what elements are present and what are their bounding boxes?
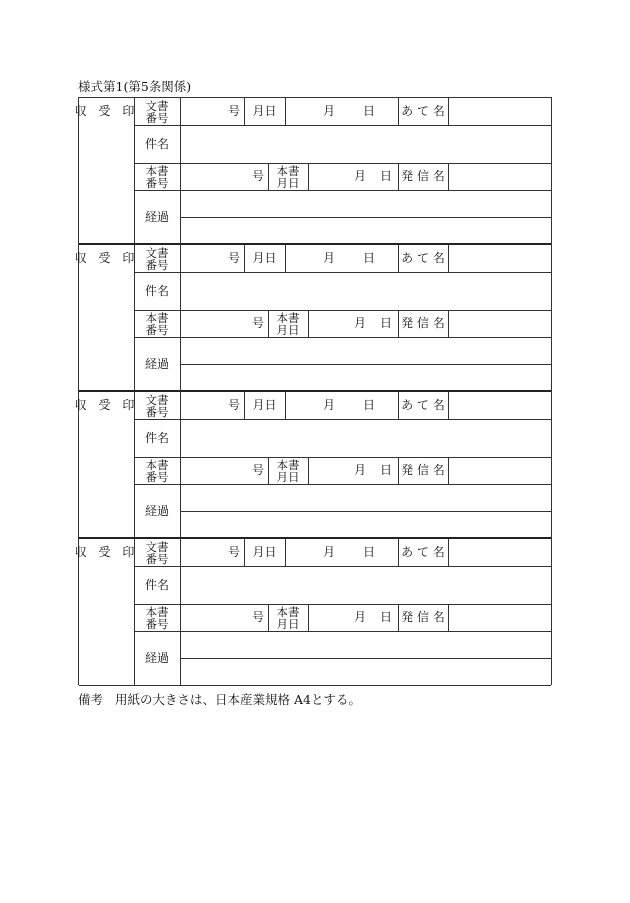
progress-field-2[interactable] xyxy=(180,217,551,244)
orig-date-field[interactable] xyxy=(308,457,398,484)
subject-field[interactable] xyxy=(180,125,551,163)
progress-field-1[interactable] xyxy=(180,631,551,658)
orig-number-label-line-2: 番号 xyxy=(145,616,169,631)
doc-number-field[interactable] xyxy=(180,539,244,566)
month-label: 月 xyxy=(323,104,336,118)
subject-field[interactable] xyxy=(180,566,551,604)
progress-field-1[interactable] xyxy=(180,337,551,364)
gou-label: 号 xyxy=(251,610,264,624)
doc-number-label-line-2: 番号 xyxy=(145,257,169,272)
month-day-label: 月日 xyxy=(252,398,277,412)
doc-number-label-line-1: 文書 xyxy=(145,98,169,113)
doc-number-field[interactable] xyxy=(180,98,244,125)
addressee-field[interactable] xyxy=(448,245,551,272)
sender-field[interactable] xyxy=(448,457,551,484)
day-label: 日 xyxy=(380,610,393,624)
day-label: 日 xyxy=(380,463,393,477)
orig-number-label-line-2: 番号 xyxy=(145,469,169,484)
doc-date-field[interactable] xyxy=(285,392,398,419)
addressee-field[interactable] xyxy=(448,392,551,419)
day-label: 日 xyxy=(363,398,376,412)
doc-date-field[interactable] xyxy=(285,539,398,566)
orig-month-day-label-line-2: 月日 xyxy=(276,469,300,484)
doc-number-label-line-2: 番号 xyxy=(145,110,169,125)
doc-number-label xyxy=(134,392,180,419)
orig-month-day-label xyxy=(268,310,308,337)
orig-month-day-label-line-2: 月日 xyxy=(276,322,300,337)
remarks xyxy=(78,693,361,707)
orig-number-label xyxy=(134,163,180,190)
orig-number-label xyxy=(134,310,180,337)
form-block-2 xyxy=(74,245,551,392)
gou-label: 号 xyxy=(251,316,264,330)
day-label: 日 xyxy=(380,169,393,183)
orig-month-day-label xyxy=(268,163,308,190)
orig-month-day-label-line-1: 本書 xyxy=(276,163,300,178)
addressee-field[interactable] xyxy=(448,98,551,125)
stamp-label: 収 受 印 xyxy=(74,104,139,118)
addressee-field[interactable] xyxy=(448,539,551,566)
gou-label: 号 xyxy=(227,104,240,118)
doc-number-label-line-2: 番号 xyxy=(145,551,169,566)
subject-label: 件名 xyxy=(144,430,169,445)
doc-number-field[interactable] xyxy=(180,245,244,272)
doc-date-field[interactable] xyxy=(285,245,398,272)
orig-date-field[interactable] xyxy=(308,163,398,190)
month-label: 月 xyxy=(323,251,336,265)
subject-label: 件名 xyxy=(144,577,169,592)
addressee-label: あ て 名 xyxy=(401,545,445,559)
sender-field[interactable] xyxy=(448,310,551,337)
sender-label: 発 信 名 xyxy=(401,463,445,477)
orig-month-day-label xyxy=(268,604,308,631)
gou-label: 号 xyxy=(227,545,240,559)
form-title: 様式第1(第5条関係) xyxy=(78,79,192,94)
subject-field[interactable] xyxy=(180,272,551,310)
day-label: 日 xyxy=(380,316,393,330)
stamp-label: 収 受 印 xyxy=(74,545,139,559)
subject-label: 件名 xyxy=(144,136,169,151)
doc-number-label-line-2: 番号 xyxy=(145,404,169,419)
orig-number-label-line-1: 本書 xyxy=(145,604,169,619)
doc-number-field[interactable] xyxy=(180,392,244,419)
orig-number-label-line-1: 本書 xyxy=(145,457,169,472)
sender-label: 発 信 名 xyxy=(401,610,445,624)
progress-label: 経過 xyxy=(144,209,169,224)
progress-field-2[interactable] xyxy=(180,511,551,538)
orig-date-field[interactable] xyxy=(308,604,398,631)
gou-label: 号 xyxy=(251,169,264,183)
orig-number-field[interactable] xyxy=(180,457,268,484)
progress-field-1[interactable] xyxy=(180,484,551,511)
subject-label: 件名 xyxy=(144,283,169,298)
day-label: 日 xyxy=(363,251,376,265)
gou-label: 号 xyxy=(251,463,264,477)
day-label: 日 xyxy=(363,545,376,559)
orig-number-label-line-1: 本書 xyxy=(145,163,169,178)
reception-form xyxy=(74,97,552,685)
gou-label: 号 xyxy=(227,251,240,265)
sender-label: 発 信 名 xyxy=(401,316,445,330)
month-day-label: 月日 xyxy=(252,545,277,559)
month-label: 月 xyxy=(323,545,336,559)
progress-label: 経過 xyxy=(144,503,169,518)
progress-field-2[interactable] xyxy=(180,658,551,685)
month-label: 月 xyxy=(354,169,367,183)
doc-number-label-line-1: 文書 xyxy=(145,245,169,260)
sender-label: 発 信 名 xyxy=(401,169,445,183)
doc-number-label xyxy=(134,539,180,566)
month-label: 月 xyxy=(354,316,367,330)
progress-label: 経過 xyxy=(144,650,169,665)
orig-month-day-label-line-2: 月日 xyxy=(276,175,300,190)
stamp-label: 収 受 印 xyxy=(74,251,139,265)
addressee-label: あ て 名 xyxy=(401,398,445,412)
progress-field-1[interactable] xyxy=(180,190,551,217)
form-block-4 xyxy=(74,539,551,686)
month-label: 月 xyxy=(323,398,336,412)
addressee-label: あ て 名 xyxy=(401,251,445,265)
sender-field[interactable] xyxy=(448,604,551,631)
orig-month-day-label xyxy=(268,457,308,484)
doc-date-field[interactable] xyxy=(285,98,398,125)
orig-date-field[interactable] xyxy=(308,310,398,337)
orig-number-label-line-2: 番号 xyxy=(145,322,169,337)
form-block-1 xyxy=(74,98,551,245)
doc-number-label xyxy=(134,245,180,272)
subject-field[interactable] xyxy=(180,419,551,457)
orig-number-label xyxy=(134,457,180,484)
orig-number-label xyxy=(134,604,180,631)
orig-number-field[interactable] xyxy=(180,604,268,631)
gou-label: 号 xyxy=(227,398,240,412)
sender-field[interactable] xyxy=(448,163,551,190)
orig-number-label-line-2: 番号 xyxy=(145,175,169,190)
day-label: 日 xyxy=(363,104,376,118)
stamp-label: 収 受 印 xyxy=(74,398,139,412)
orig-month-day-label-line-2: 月日 xyxy=(276,616,300,631)
month-day-label: 月日 xyxy=(252,251,277,265)
progress-label: 経過 xyxy=(144,356,169,371)
month-day-label: 月日 xyxy=(252,104,277,118)
orig-number-field[interactable] xyxy=(180,163,268,190)
doc-number-label-line-1: 文書 xyxy=(145,392,169,407)
remarks-text: 用紙の大きさは、日本産業規格 A4とする。 xyxy=(115,692,361,707)
month-label: 月 xyxy=(354,610,367,624)
form-block-3 xyxy=(74,392,551,539)
orig-number-label-line-1: 本書 xyxy=(145,310,169,325)
orig-month-day-label-line-1: 本書 xyxy=(276,604,300,619)
doc-number-label-line-1: 文書 xyxy=(145,539,169,554)
addressee-label: あ て 名 xyxy=(401,104,445,118)
doc-number-label xyxy=(134,98,180,125)
orig-month-day-label-line-1: 本書 xyxy=(276,457,300,472)
orig-month-day-label-line-1: 本書 xyxy=(276,310,300,325)
month-label: 月 xyxy=(354,463,367,477)
progress-field-2[interactable] xyxy=(180,364,551,391)
orig-number-field[interactable] xyxy=(180,310,268,337)
remarks-label: 備考 xyxy=(78,692,104,707)
